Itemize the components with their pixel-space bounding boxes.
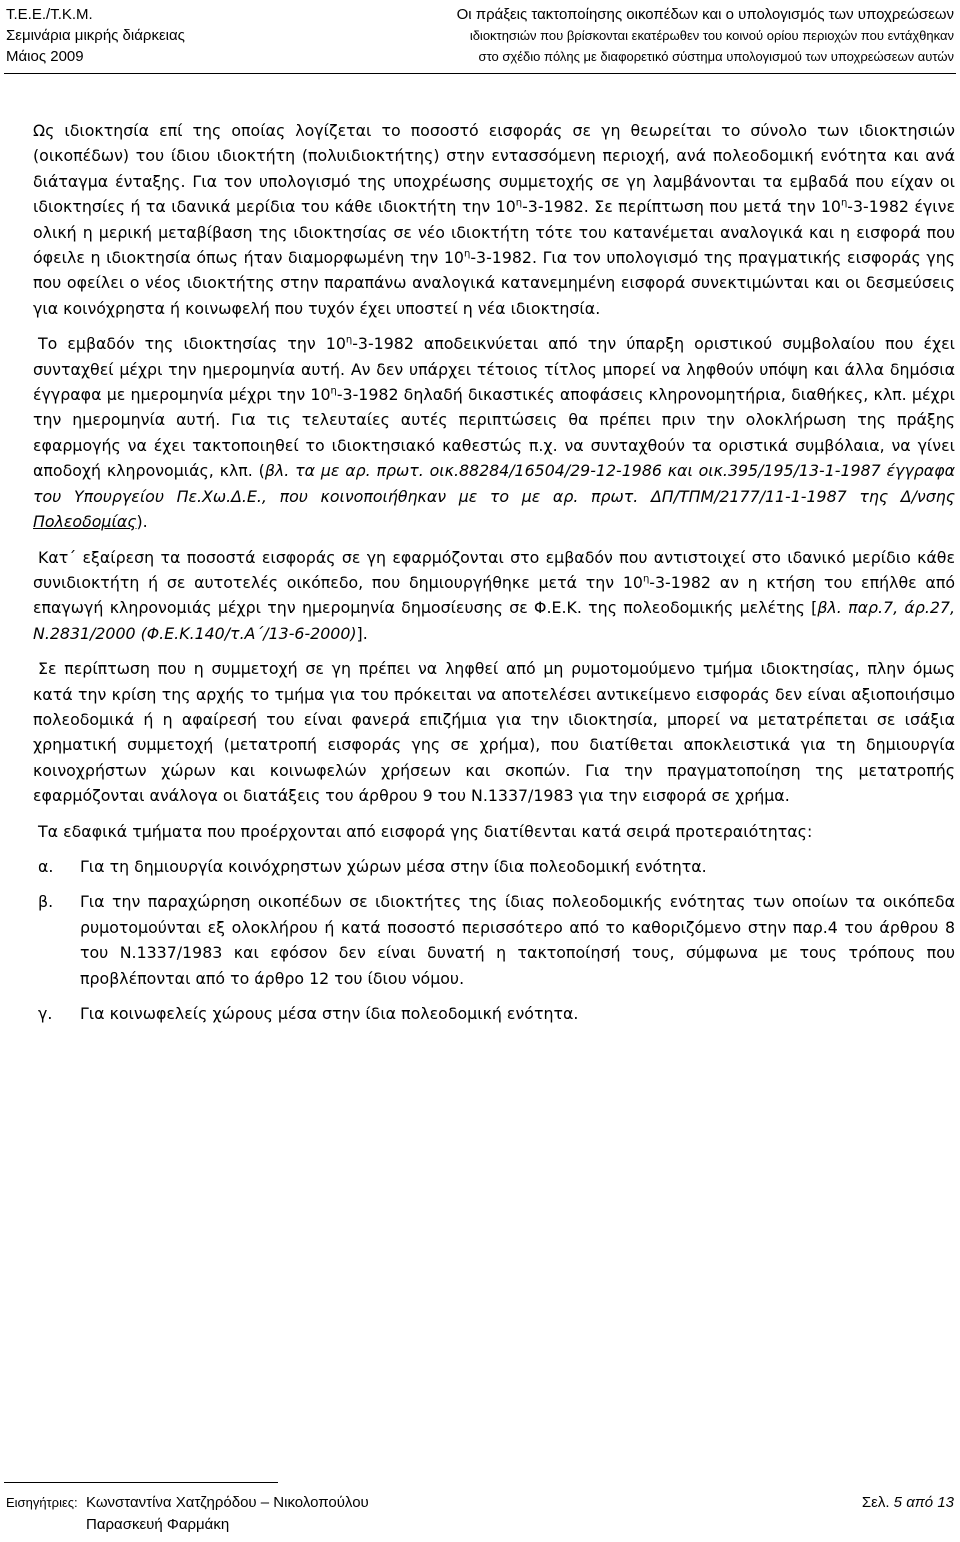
list-item-text: Για την παραχώρηση οικοπέδων σε ιδιοκτήτες της ίδιας πολεοδομικής ενότητας των οποίων τα οικόπεδα ρυμοτομούνται εξ ολοκλήρου ή κατά ποσοστό περισσότερο από το καθοριζόμενο στην παρ.4 του άρθρου 8 του Ν.1337/1983 και εφόσον δεν είναι δυνατή η τακτοποίησή τους, σύμφωνα με τους τρόπους που προβλέπονται από το άρθρο 12 του ίδιου νόμου.: [80, 892, 955, 988]
superscript: η: [840, 197, 848, 209]
page-indicator: [862, 1492, 954, 1514]
text-run: ].: [356, 623, 368, 643]
footer: [6, 1492, 954, 1536]
text-run: -3-1982 αποδεικνύεται από την ύπαρξη οριστικού συμβολαίου που έχει συνταχθεί μέχρι την ημερομηνία αυτή. Αν δεν υπάρχει τέτοιος τίτλος μπορεί να ληφθούν υπόψη και άλλα δημόσια έγγραφα με ημερομηνία μέχρι την 10: [33, 334, 956, 405]
header-right: [457, 4, 954, 67]
superscript: η: [642, 573, 650, 585]
list-marker: α.: [38, 856, 54, 876]
header-left: [6, 4, 185, 67]
header-divider: [4, 73, 956, 74]
text-run: -3-1982 έγινε ολική η μερική μεταβίβαση της ιδιοκτησίας σε νέο ιδιοκτήτη τότε του κατανέμεται αναλογικά και η εισφορά που όφειλε η ιδιοκτησία όπως ήταν διαμορφωμένη την 10: [33, 197, 955, 268]
header-date: Μάιος 2009: [6, 48, 84, 65]
footer-divider: [4, 1482, 278, 1483]
paragraph-3: [33, 545, 955, 647]
document-body: [33, 118, 955, 1026]
text-run: -3-1982 αν η κτήση του επήλθε από επαγωγή κληρονομιάς μέχρι την ημερομηνία δημοσίευσης σε Φ.Ε.Κ. της πολεοδομικής μελέτης [: [33, 572, 955, 618]
header-org: Τ.Ε.Ε./Τ.Κ.Μ.: [6, 6, 93, 23]
text-run: Κατ΄ εξαίρεση τα ποσοστά εισφοράς σε γη εφαρμόζονται στο εμβαδόν που αντιστοιχεί στο ιδανικό μερίδιο κάθε συνιδιοκτήτη ή σε αυτοτελές οικόπεδο, που δημιουργήθηκε μετά την 10: [33, 547, 955, 592]
italic-citation: βλ. παρ.7, άρ.27, Ν.2831/2000 (Φ.Ε.Κ.140/τ.Α΄/13-6-2000): [33, 598, 955, 643]
superscript: η: [515, 197, 523, 209]
paragraph-2: [33, 331, 955, 534]
paragraph-1: [33, 118, 955, 321]
superscript: η: [463, 248, 471, 260]
text-run: Το εμβαδόν της ιδιοκτησίας την 10: [38, 334, 346, 354]
header-title-line-2: ιδιοκτησιών που βρίσκονται εκατέρωθεν του κοινού ορίου περιοχών που εντάχθηκαν: [469, 28, 954, 43]
italic-citation-end: Πολεοδομίας: [33, 512, 137, 532]
list-marker: γ.: [38, 1004, 53, 1023]
text-run: -3-1982 δηλαδή δικαστικές αποφάσεις κληρονομητήρια, διαθήκες, κλπ. μέχρι την ημερομηνία αυτή. Για τις τελευταίες αυτές περιπτώσεις θα πρέπει πριν την ολοκλήρωση της πράξης εφαρμογής να έχει τακτοποιηθεί το ιδιοκτησιακό καθεστώς π.χ. να συνταχθούν τα οριστικά συμβόλαια, να γίνει αποδοχή κληρονομιάς, κλπ. (: [33, 385, 955, 481]
italic-citation: βλ. τα με αρ. πρωτ. οικ.88284/16504/29-12-1986 και οικ.395/195/13-1-1987 έγγραφα του Υπουργείου Πε.Χω.Δ.Ε., που κοινοποιήθηκαν με το με αρ. πρωτ. ΔΠ/ΤΠΜ/2177/11-1-1987 της Δ/νσης: [33, 461, 955, 506]
author-name: Κωνσταντίνα Χατζηρόδου – Νικολοπούλου: [86, 1494, 369, 1511]
header-title-line-1: Οι πράξεις τακτοποίησης οικοπέδων και ο υπολογισμός των υποχρεώσεων: [456, 6, 954, 23]
page-of: από: [906, 1494, 934, 1511]
text-run: Ως ιδιοκτησία επί της οποίας λογίζεται το ποσοστό εισφοράς σε γη θεωρείται το σύνολο των ιδιοκτησιών (οικοπέδων) του ίδιου ιδιοκτήτη (πολυιδιοκτήτης) στην εντασσόμενη περιοχή, ανά πολεοδομική ενότητα και ανά διάταγμα ένταξης. Για τον υπολογισμό της υποχρέωσης συμμετοχής σε γη λαμβάνονται τα εμβαδά που είχαν οι ιδιοκτησίες ή τα ιδανικά μερίδια του κάθε ιδιοκτήτη την 10: [33, 121, 955, 217]
paragraph-4: Σε περίπτωση που η συμμετοχή σε γη πρέπει να ληφθεί από μη ρυμοτομούμενο τμήμα ιδιοκτησίας, πλην όμως κατά την κρίση της αρχής το τμήμα για του πρόκειται να αποτελέσει αντικείμενο εισφοράς δεν είναι αξιοποιήσιμο πολεοδομικά ή η αφαίρεσή του είναι φανερά επιζήμια για την ιδιοκτησία, μπορεί να μετατρέπεται σε ισάξια χρηματική συμμετοχή (μετατροπή εισφοράς γης σε χρήμα), που διατίθεται αποκλειστικά για τη δημιουργία κοινοχρήστων χώρων και κοινωφελών χρήσεων και σκοπών. Για την πραγματοποίηση της μετατροπής εφαρμόζονται ανάλογα οι διατάξεις του άρθρου 9 του Ν.1337/1983 για την εισφορά σε χρήμα.: [33, 659, 955, 806]
list-item: [33, 889, 955, 991]
paragraph-5: Τα εδαφικά τμήματα που προέρχονται από εισφορά γης διατίθενται κατά σειρά προτεραιότητας:: [38, 821, 813, 841]
header-title-line-3: στο σχέδιο πόλης με διαφορετικό σύστημα υπολογισμού των υποχρεώσεων αυτών: [478, 49, 954, 64]
superscript: η: [330, 385, 337, 397]
page-prefix: Σελ.: [861, 1494, 890, 1511]
footer-label: Εισηγήτριες:: [6, 1495, 78, 1510]
page-number: 5: [893, 1494, 903, 1511]
list-item: [33, 1001, 955, 1026]
text-run: -3-1982. Σε περίπτωση που μετά την 10: [522, 197, 841, 217]
header-seminar: Σεμινάρια μικρής διάρκειας: [6, 27, 185, 44]
author-name: Παρασκευή Φαρμάκη: [86, 1516, 230, 1533]
list-item-text: Για κοινωφελείς χώρους μέσα στην ίδια πολεοδομική ενότητα.: [80, 1004, 579, 1023]
footer-authors: [86, 1492, 369, 1536]
list-marker: β.: [38, 892, 54, 912]
list-item-text: Για τη δημιουργία κοινόχρηστων χώρων μέσα στην ίδια πολεοδομική ενότητα.: [80, 856, 707, 876]
superscript: η: [345, 334, 353, 346]
text-run: -3-1982. Για τον υπολογισμό της πραγματικής εισφοράς γης που οφείλει ο νέος ιδιοκτήτης στην παραπάνω αναλογικά κατανεμημένη εισφορά συνεκτιμώνται και οι δεσμεύσεις για κοινόχρηστα ή κοινωφελή που τυχόν έχει υποστεί η νέα ιδιοκτησία.: [33, 248, 956, 318]
text-run: ).: [136, 512, 148, 532]
page-total: 13: [937, 1494, 954, 1511]
list-item: [33, 854, 955, 879]
